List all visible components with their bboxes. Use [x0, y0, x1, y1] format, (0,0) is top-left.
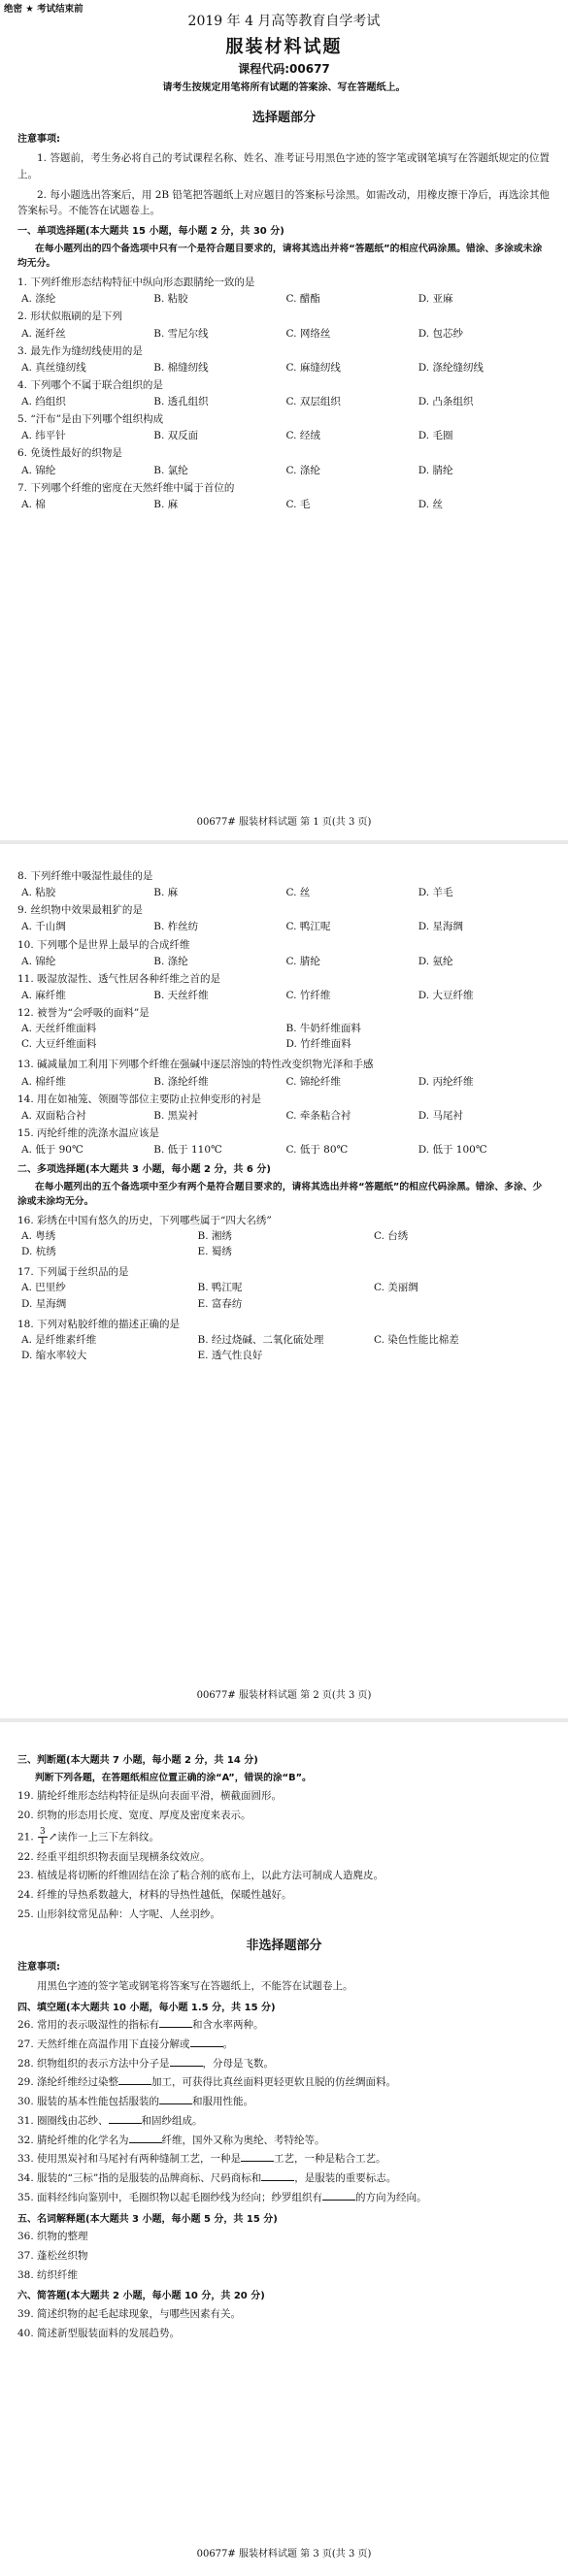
multi-choice-desc: 在每小题列出的五个备选项中至少有两个是符合题目要求的，请将其选出并将“答题纸”的相应代码涂黑。错涂、多涂、少涂或未涂均无分。 [17, 1181, 543, 1208]
option: D. 丙纶纤维 [418, 1075, 474, 1088]
option: C. 台绣 [373, 1230, 409, 1243]
question-text: 3. 最先作为缝纫线使用的是 [17, 344, 143, 357]
option: A. 低于 90℃ [21, 1144, 84, 1156]
option: C. 醋酯 [285, 293, 320, 306]
question-block [17, 447, 551, 476]
short-answer-item: 39. 简述织物的起毛起球现象，与哪些因素有关。 [17, 2307, 242, 2320]
question-block [17, 1093, 551, 1123]
answer-blank [159, 2095, 192, 2104]
term-item: 37. 蓬松丝织物 [17, 2249, 88, 2262]
option: B. 黑炭衬 [153, 1109, 199, 1122]
option: D. 丝 [418, 498, 443, 510]
fill-heading: 四、填空题(本大题共 10 小题，每小题 1.5 分，共 15 分) [17, 2002, 276, 2013]
question-block [17, 310, 551, 340]
note-2: 2. 每小题选出答案后，用 2B 铅笔把答题纸上对应题目的答案标号涂黑。如需改动，用橡皮擦干净后，再选涂其他答案标号。不能答在试题卷上。 [17, 188, 550, 217]
fill-item [17, 2057, 551, 2072]
option: A. 棉 [21, 498, 46, 510]
option: B. 雪尼尔线 [153, 327, 209, 340]
fill-item [17, 2075, 551, 2091]
question-text: 18. 下列对粘胶纤维的描述正确的是 [17, 1318, 181, 1330]
answer-notice: 请考生按规定用笔将所有试题的答案涂、写在答题纸上。 [162, 82, 406, 93]
fill-text: 26. 常用的表示吸湿性的指标有 [17, 2019, 160, 2032]
option: C. 网络丝 [285, 327, 331, 340]
option: B. 棉缝纫线 [153, 361, 209, 374]
part2-note: 用黑色字迹的签字笔或钢笔将答案写在答题纸上，不能答在试题卷上。 [37, 1980, 353, 1993]
fill-item [17, 2114, 551, 2130]
question-text: 7. 下列哪个纤维的密度在天然纤维中属于首位的 [17, 481, 235, 494]
option: B. 氯纶 [153, 464, 188, 476]
secret-label: 绝密 ★ 考试结束前 [4, 4, 84, 15]
part2-title: 非选择题部分 [246, 1938, 322, 1953]
question-block [17, 1266, 551, 1313]
option: C. 经绒 [285, 430, 320, 442]
option: D. 凸条组织 [418, 396, 474, 408]
exam-page-1 [0, 0, 568, 844]
option: B. 牛奶纤维面料 [285, 1023, 361, 1035]
option: B. 透孔组织 [153, 396, 209, 408]
question-block [17, 939, 551, 968]
judge-item: 23. 植绒是将切断的纤维固结在涂了粘合剂的底布上，以此方法可制成人造麂皮。 [17, 1870, 384, 1882]
part1-title: 选择题部分 [251, 110, 316, 125]
option: C. 腈纶 [285, 955, 320, 967]
option: A. 是纤维素纤维 [21, 1333, 97, 1346]
option: C. 麻缝纫线 [285, 361, 341, 374]
answer-blank [129, 2134, 162, 2143]
question-block [17, 379, 551, 408]
option: D. 大豆纤维 [418, 989, 474, 1001]
option: D. 氨纶 [418, 955, 453, 967]
attention-heading: 注意事项: [17, 1961, 60, 1973]
option: A. 真丝缝纫线 [21, 361, 86, 374]
question-block [17, 277, 551, 306]
question-text: 17. 下列属于丝织品的是 [17, 1266, 129, 1279]
question-text: 11. 吸湿放湿性、透气性居各种纤维之首的是 [17, 972, 221, 985]
option: A. 锦纶 [21, 464, 56, 476]
arrow-icon: ↗ [48, 1830, 57, 1843]
option: D. 腈纶 [418, 464, 453, 476]
answer-blank [261, 2171, 294, 2181]
option: C. 双层组织 [285, 396, 341, 408]
fill-text: ，分母是飞数。 [202, 2057, 275, 2070]
judge-heading: 三、判断题(本大题共 7 小题，每小题 2 分，共 14 分) [17, 1755, 258, 1766]
answer-blank [322, 2191, 355, 2201]
option: A. 棉纤维 [21, 1075, 66, 1088]
page-footer-1: 00677# 服装材料试题 第 1 页(共 3 页) [196, 817, 372, 828]
question-block [17, 1319, 551, 1365]
option: B. 天丝纤维 [153, 989, 209, 1001]
option: A. 锦纶 [21, 955, 56, 967]
judge-item [17, 1828, 551, 1846]
fill-text: 27. 天然纤维在高温作用下直接分解或 [17, 2038, 190, 2050]
fill-text: 31. 圈圈线由芯纱、 [17, 2114, 109, 2127]
question-block [17, 904, 551, 933]
fraction-numerator: 3 [40, 1826, 46, 1837]
term-item: 38. 纺织纤维 [17, 2268, 79, 2281]
question-block [17, 345, 551, 375]
short-answer-heading: 六、简答题(本大题共 2 小题，每小题 10 分，共 20 分) [17, 2291, 265, 2302]
option: B. 经过烧碱、二氧化硫处理 [197, 1333, 324, 1346]
option: C. 竹纤维 [285, 989, 331, 1001]
judge-item: 25. 山形斜纹常见品种：人字呢、人丝羽纱。 [17, 1908, 221, 1920]
option: B. 湘绣 [197, 1230, 232, 1243]
single-choice-heading: 一、单项选择题(本大题共 15 小题，每小题 2 分，共 30 分) [17, 226, 284, 238]
note-1: 1. 答题前，考生务必将自己的考试课程名称、姓名、准考证号用黑色字迹的签字笔或钢笔填写在答题纸规定的位置上。 [17, 152, 550, 180]
question-block [17, 1007, 551, 1054]
option: C. 美丽绸 [373, 1282, 418, 1294]
fill-item [17, 2134, 551, 2149]
fill-text: 28. 织物组织的表示方法中分子是 [17, 2057, 170, 2070]
fill-text: 29. 涤纶纤维经过染整 [17, 2076, 119, 2089]
exam-title: 服装材料试题 [225, 36, 343, 57]
option: C. 鸭江呢 [285, 921, 331, 933]
question-text: 14. 用在如袖笼、领圈等部位主要防止拉伸变形的衬是 [17, 1092, 262, 1105]
judge-item: 24. 纤维的导热系数越大，材料的导热性越低，保暖性越好。 [17, 1889, 292, 1902]
fill-text: 。 [222, 2038, 234, 2050]
option: D. 毛圈 [418, 430, 453, 442]
question-text: 2. 形状似瓶刷的是下列 [17, 310, 122, 323]
fill-item [17, 2018, 551, 2034]
single-choice-desc: 在每小题列出的四个备选项中只有一个是符合题目要求的，请将其选出并将“答题纸”的相应代码涂黑。错涂、多涂或未涂均无分。 [17, 243, 543, 270]
judge-text: 读作一上三下左斜纹。 [57, 1831, 159, 1843]
answer-blank [241, 2152, 274, 2162]
judge-item: 19. 腈纶纤维形态结构特征是纵向表面平滑，横截面圆形。 [17, 1790, 283, 1803]
judge-desc: 判断下列各题，在答题纸相应位置正确的涂“A”，错误的涂“B”。 [35, 1772, 312, 1783]
question-block [17, 1059, 551, 1088]
fill-item [17, 2152, 551, 2168]
exam-session: 2019 年 4 月高等教育自学考试 [187, 14, 381, 29]
question-text: 9. 丝织物中效果最粗犷的是 [17, 904, 143, 917]
question-text: 12. 被誉为“会呼吸的面料”是 [17, 1007, 150, 1019]
option: B. 双反面 [153, 430, 199, 442]
question-block [17, 413, 551, 442]
fill-text: 35. 面料经纬向鉴别中，毛圈织物以起毛圈纱线为经向；纱罗组织有 [17, 2191, 323, 2203]
option: A. 巴里纱 [21, 1282, 66, 1294]
question-block [17, 870, 551, 899]
question-text: 16. 彩绣在中国有悠久的历史，下列哪些属于“四大名绣” [17, 1214, 272, 1226]
page-footer-2: 00677# 服装材料试题 第 2 页(共 3 页) [196, 1690, 372, 1701]
option: C. 毛 [285, 498, 311, 510]
attention-heading: 注意事项: [17, 133, 60, 145]
fill-item [17, 2095, 551, 2110]
fill-text: 工艺，一种是粘合工艺。 [274, 2153, 386, 2166]
option: A. 千山绸 [21, 921, 66, 933]
question-text: 10. 下列哪个是世界上最早的合成纤维 [17, 938, 190, 951]
option: A. 纬平针 [21, 430, 66, 442]
option: B. 涤纶纤维 [153, 1075, 209, 1088]
option: D. 包芯纱 [418, 327, 463, 340]
short-answer-item: 40. 简述新型服装面料的发展趋势。 [17, 2327, 181, 2339]
question-text: 4. 下列哪个不属于联合组织的是 [17, 378, 163, 391]
fraction-denominator: 1 [40, 1836, 46, 1846]
term-item: 36. 织物的整理 [17, 2231, 88, 2243]
option: A. 麻纤维 [21, 989, 66, 1001]
answer-blank [159, 2018, 192, 2028]
option: D. 竹纤维面料 [285, 1038, 351, 1051]
option: E. 透气性良好 [197, 1349, 263, 1361]
fill-text: 30. 服装的基本性能包括服装的 [17, 2096, 160, 2108]
fill-text: 和服用性能。 [192, 2096, 254, 2108]
option: D. 低于 100℃ [418, 1144, 487, 1156]
option: D. 羊毛 [418, 887, 453, 899]
fill-text: 33. 使用黑炭衬和马尾衬有两种缝制工艺，一种是 [17, 2153, 242, 2166]
option: A. 涎纤丝 [21, 327, 66, 340]
fill-item [17, 2171, 551, 2187]
exam-page-2 [0, 844, 568, 1722]
page-footer-3: 00677# 服装材料试题 第 3 页(共 3 页) [196, 2549, 372, 2560]
question-text: 15. 丙纶纤维的洗涤水温应该是 [17, 1126, 160, 1139]
question-text: 5. “汗布”是由下列哪个组织构成 [17, 413, 164, 426]
option: D. 杭绣 [21, 1246, 56, 1258]
option: A. 涤纶 [21, 293, 56, 306]
option: B. 涤纶 [153, 955, 188, 967]
option: A. 天丝纤维面料 [21, 1023, 97, 1035]
judge-item: 22. 经重平组织织物表面呈现横条纹效应。 [17, 1850, 211, 1863]
question-block [17, 973, 551, 1002]
question-text: 13. 碱减量加工利用下列哪个纤维在强碱中逐层溶蚀的特性改变织物光泽和手感 [17, 1059, 374, 1071]
option: C. 锦纶纤维 [285, 1075, 341, 1088]
question-text: 1. 下列纤维形态结构特征中纵向形态跟腈纶一致的是 [17, 277, 255, 289]
question-text: 6. 免烫性最好的织物是 [17, 447, 122, 460]
question-text: 8. 下列纤维中吸湿性最佳的是 [17, 870, 153, 882]
multi-choice-heading: 二、多项选择题(本大题共 3 小题，每小题 2 分，共 6 分) [17, 1164, 271, 1176]
option: A. 绉组织 [21, 396, 66, 408]
option: C. 牵条粘合衬 [285, 1109, 351, 1122]
fill-text: ，是服装的重要标志。 [294, 2172, 397, 2185]
option: D. 涤纶缝纫线 [418, 361, 484, 374]
fill-text: 和含水率两种。 [192, 2019, 264, 2032]
option: C. 低于 80℃ [285, 1144, 349, 1156]
option: B. 粘胶 [153, 293, 188, 306]
option: B. 鸭江呢 [197, 1282, 243, 1294]
fill-text: 32. 腈纶纤维的化学名为 [17, 2134, 129, 2146]
answer-blank [170, 2057, 203, 2067]
question-block [17, 1215, 551, 1261]
answer-blank [190, 2038, 223, 2047]
answer-blank [118, 2075, 151, 2085]
option: D. 缩水率较大 [21, 1349, 87, 1361]
weave-fraction [38, 1828, 48, 1846]
option: E. 富春纺 [197, 1297, 243, 1310]
option: C. 丝 [285, 887, 311, 899]
exam-page-3 [0, 1722, 568, 2576]
question-block [17, 482, 551, 511]
option: D. 星海绸 [418, 921, 463, 933]
question-block [17, 1127, 551, 1157]
option: D. 星海绸 [21, 1297, 67, 1310]
option: A. 粤绣 [21, 1230, 56, 1243]
option: A. 双面粘合衬 [21, 1109, 86, 1122]
option: B. 柞丝纺 [153, 921, 199, 933]
judge-number: 21. [17, 1831, 34, 1843]
judge-item: 20. 织物的形态用长度、宽度、厚度及密度来表示。 [17, 1809, 251, 1821]
option: D. 马尾衬 [418, 1109, 463, 1122]
option: C. 大豆纤维面料 [21, 1038, 97, 1051]
option: C. 涤纶 [285, 464, 320, 476]
option: E. 蜀绣 [197, 1246, 232, 1258]
fill-text: 纤维，国外又称为奥纶、考特纶等。 [161, 2134, 325, 2146]
answer-blank [109, 2114, 142, 2124]
option: B. 麻 [153, 498, 179, 510]
option: B. 低于 110℃ [153, 1144, 222, 1156]
fill-text: 34. 服装的“三标”指的是服装的品牌商标、尺码商标和 [17, 2172, 262, 2185]
fill-text: 加工，可获得比真丝面料更轻更软且脱的仿丝绸面料。 [151, 2076, 397, 2089]
course-code: 课程代码:00677 [238, 62, 330, 76]
fill-item [17, 2191, 551, 2206]
fill-item [17, 2038, 551, 2053]
option: C. 染色性能比棉差 [373, 1333, 459, 1346]
fill-text: 和固纱组成。 [141, 2114, 203, 2127]
option: D. 亚麻 [418, 293, 453, 306]
terms-heading: 五、名词解释题(本大题共 3 小题，每小题 5 分，共 15 分) [17, 2213, 278, 2225]
option: A. 粘胶 [21, 887, 56, 899]
option: B. 麻 [153, 887, 179, 899]
fill-text: 的方向为经向。 [355, 2191, 427, 2203]
